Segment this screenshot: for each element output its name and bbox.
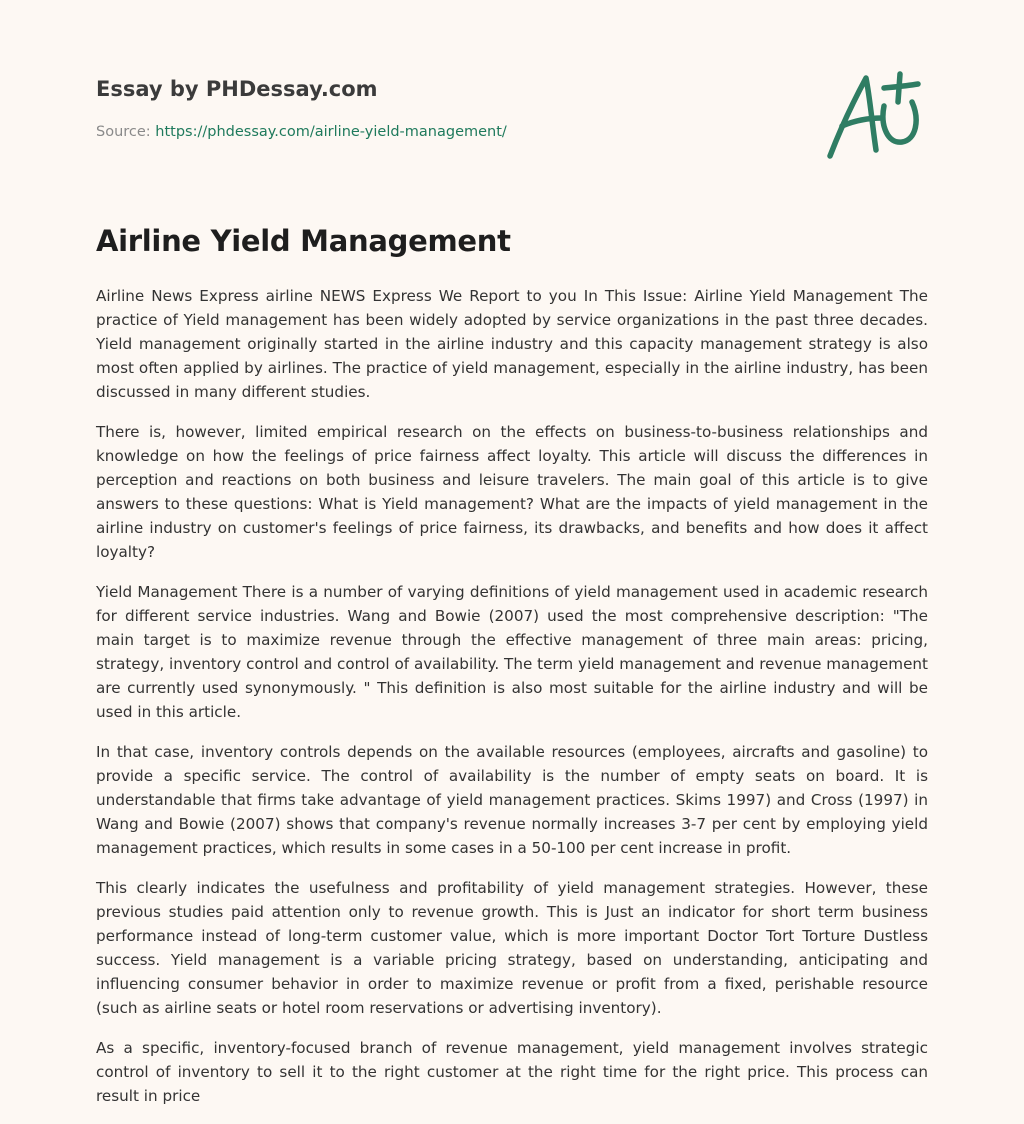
article-title: Airline Yield Management: [96, 224, 511, 258]
paragraph: Yield Management There is a number of varying definitions of yield management used in academic research for different service industries. Wang and Bowie (2007) used the most comprehensive description: "The main target is to maximize revenue through the effective management of three main areas: pricing, strategy, inventory control and control of availability. The term yield management and revenue management are currently used synonymously. " This definition is also most suitable for the airline industry and will be used in this article.: [96, 583, 928, 721]
paragraph: In that case, inventory controls depends on the available resources (employees, aircrafts and gasoline) to provide a specific service. The control of availability is the number of empty seats on board. It is understandable that firms take advantage of yield management practices. Skims 1997) and Cross (1997) in Wang and Bowie (2007) shows that company's revenue normally increases 3-7 per cent by employing yield management practices, which results in some cases in a 50-100 per cent increase in profit.: [96, 743, 928, 857]
source-label: Source:: [96, 124, 151, 140]
source-line: [96, 124, 507, 140]
paragraph: As a specific, inventory-focused branch of revenue management, yield management involves strategic control of inventory to sell it to the right customer at the right time for the right price. This process can result in price: [96, 1039, 928, 1105]
paragraph: There is, however, limited empirical research on the effects on business-to-business relationships and knowledge on how the feelings of price fairness affect loyalty. This article will discuss the differences in perception and reactions on both business and leisure travelers. The main goal of this article is to give answers to these questions: What is Yield management? What are the impacts of yield management in the airline industry on customer's feelings of price fairness, its drawbacks, and benefits and how does it affect loyalty?: [96, 423, 928, 561]
page-header: [96, 72, 928, 182]
brand-title: Essay by PHDessay.com: [96, 77, 378, 101]
paragraph: This clearly indicates the usefulness and profitability of yield management strategies. However, these previous studies paid attention only to revenue growth. This is Just an indicator for short term business performance instead of long-term customer value, which is more important Doctor Tort Torture Dustless success. Yield management is a variable pricing strategy, based on understanding, anticipating and influencing consumer behavior in order to maximize revenue or profit from a fixed, perishable resource (such as airline seats or hotel room reservations or advertising inventory).: [96, 879, 928, 1017]
a-plus-logo-icon: [822, 68, 928, 164]
paragraph: Airline News Express airline NEWS Express We Report to you In This Issue: Airline Yield Management The practice of Yield management has been widely adopted by service organizations in the past three decades. Yield management originally started in the airline industry and this capacity management strategy is also most often applied by airlines. The practice of yield management, especially in the airline industry, has been discussed in many different studies.: [96, 287, 928, 401]
article-body: [96, 284, 928, 1124]
source-link[interactable]: https://phdessay.com/airline-yield-management/: [155, 124, 507, 140]
